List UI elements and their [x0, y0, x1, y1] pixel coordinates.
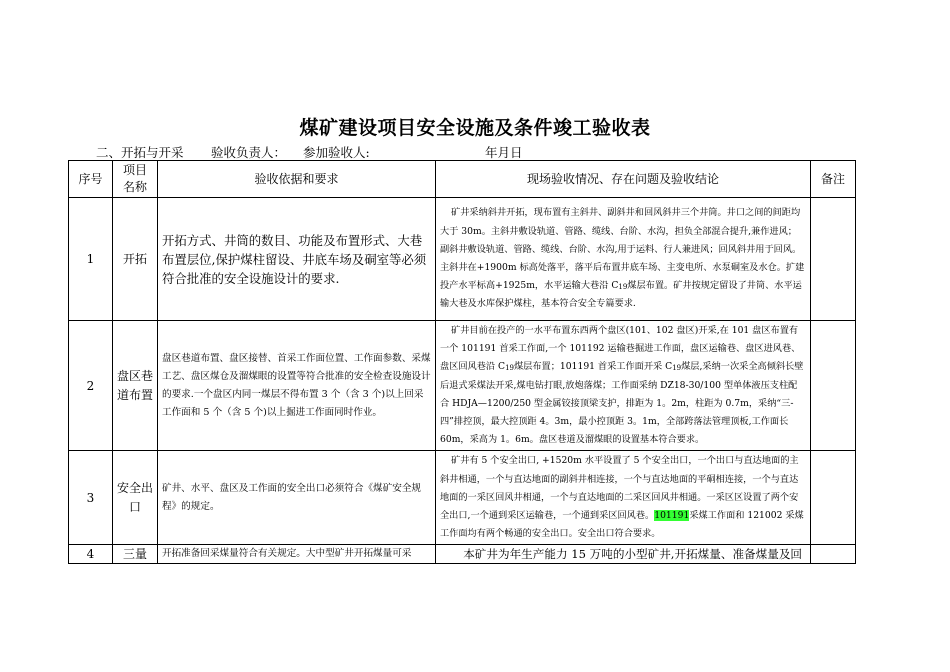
highlighted-text: 101191	[654, 510, 690, 522]
header-item-name: 项目 名称	[113, 161, 158, 198]
row-no: 1	[69, 198, 113, 321]
row-no: 4	[69, 545, 113, 564]
row-basis: 矿井、水平、盘区及工作面的安全出口必须符合《煤矿安全规程》的规定。	[158, 451, 436, 545]
header-result: 现场验收情况、存在问题及验收结论	[436, 161, 811, 198]
row-name: 开拓	[113, 198, 158, 321]
header-no: 序号	[69, 161, 113, 198]
row-name: 盘区巷 道布置	[113, 321, 158, 451]
table-header-row	[69, 161, 856, 198]
header-note: 备注	[811, 161, 856, 198]
table-row	[69, 451, 856, 545]
table-row	[69, 321, 856, 451]
row-basis: 开拓方式、井筒的数目、功能及布置形式、大巷布置层位,保护煤柱留设、井底车场及硐室等必须符合批准的安全设施设计的要求.	[158, 198, 436, 321]
row-name: 安全出 口	[113, 451, 158, 545]
row-note	[811, 451, 856, 545]
header-basis: 验收依据和要求	[158, 161, 436, 198]
row-name: 三量	[113, 545, 158, 564]
row-no: 3	[69, 451, 113, 545]
row-result: 矿井采纳斜井开拓，现布置有主斜井、副斜井和回风斜井三个井筒。井口之间的间距均大于 30m。主斜井敷设轨道、管路、缆线、台阶、水沟，担负全部混合提升,兼作进风；副斜井敷设轨道、管路、缆线、台阶、水沟,用于运料、行人兼进风；回风斜井用于回风。主斜井在+1900m 标高处落平，落平后布置井底车场、主变电所、水泵硐室及水仓。扩建投产水平标高+1925m，水平运输大巷沿 $C_{19}$煤层布置。矿井按规定留设了井筒、水平运输大巷及水库保护煤柱，基本符合安全专篇要求.	[436, 198, 811, 321]
acceptance-table	[68, 160, 856, 564]
row-note	[811, 321, 856, 451]
table-row	[69, 198, 856, 321]
row-note	[811, 545, 856, 564]
table-row	[69, 545, 856, 564]
date-label: 年月日	[485, 145, 523, 160]
row-no: 2	[69, 321, 113, 451]
row-basis: 开拓准备回采煤量符合有关规定。大中型矿井开拓煤量可采	[158, 545, 436, 564]
inspector-label: 验收负责人：	[211, 145, 287, 160]
participants-label: 参加验收人:	[303, 145, 370, 160]
row-result: 矿井目前在投产的一水平布置东西两个盘区(101、102 盘区)开采,在 101 盘区布置有一个 101191 首采工作面,一个 101192 运输巷掘进工作面，盘区运输巷、盘区进风巷、盘区回风巷沿 $C_{19}$煤层布置；101191 首采工作面开采 $C_{19}$煤层,采纳一次采全高倾斜长壁后退式采煤法开采,煤电钻打眼,放炮落煤；工作面采纳 DZ18-30/100 型单体液压支柱配合 HDJA—1200/250 型金属铰接顶梁支护，排距为 1。2m，柱距为 0.7m，采纳“三-四”排控顶，最大控顶距 4。3m，最小控顶距 3。1m，全部跨落法管理顶板,工作面长 60m，采高为 1。6m。盘区巷道及溜煤眼的设置基本符合要求。	[436, 321, 811, 451]
row-basis: 盘区巷道布置、盘区接替、首采工作面位置、工作面参数、采煤工艺、盘区煤仓及溜煤眼的设置等符合批准的安全检查设施设计的要求.一个盘区内同一煤层不得布置 3 个（含 3 个)以上回采工作面和 5 个（含 5 个)以上掘进工作面同时作业。	[158, 321, 436, 451]
row-result: 本矿井为年生产能力 15 万吨的小型矿井,开拓煤量、准备煤量及回	[436, 545, 811, 564]
row-note	[811, 198, 856, 321]
row-result: 矿井有 5 个安全出口, +1520m 水平设置了 5 个安全出口，一个出口与直达地面的主斜井相通，一个与直达地面的副斜井相连接，一个与直达地面的平硐相连接，一个与直达地面的一采区回风井相通，一个与直达地面的二采区回风井相通。一采区区设置了两个安全出口,一个通到采区运输巷，一个通到采区回风巷。101191采煤工作面和 121002 采煤工作面均有两个畅通的安全出口。安全出口符合要求。	[436, 451, 811, 545]
document-title: 煤矿建设项目安全设施及条件竣工验收表	[299, 117, 651, 139]
section-label: 二、开拓与开采	[96, 145, 184, 160]
